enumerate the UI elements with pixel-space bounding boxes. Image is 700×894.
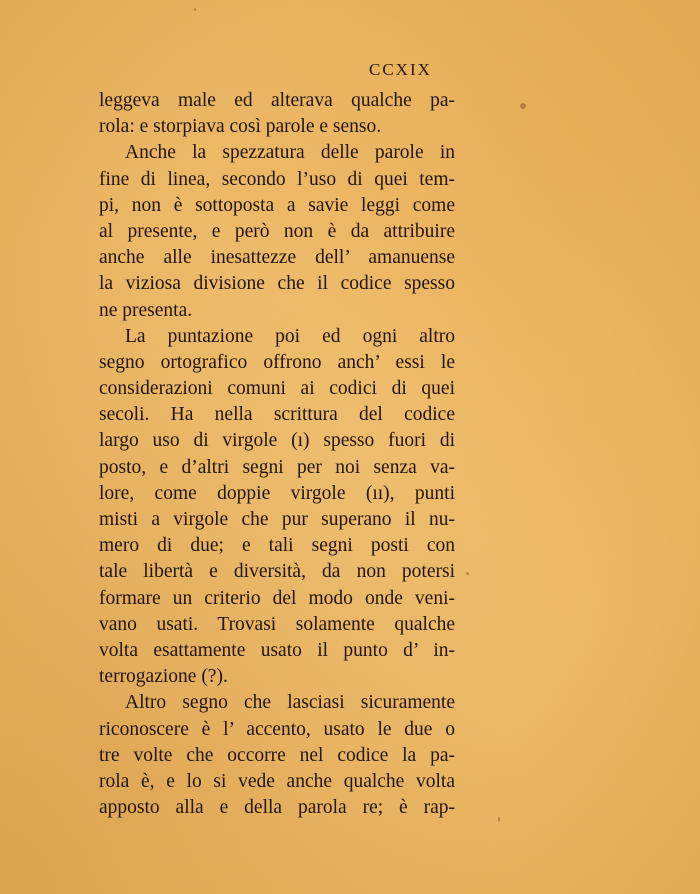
paper-stain [194,8,196,11]
paper-stain [520,103,526,109]
text-line: Altro segno che lasciasi sicuramente [125,692,455,714]
text-line: tre volte che occorre nel codice la pa- [99,744,455,766]
text-line: formare un criterio del modo onde veni- [99,587,455,609]
text-line: terrogazione (?). [99,666,228,688]
paper-stain [466,572,469,575]
text-line: Anche la spezzatura delle parole in [125,142,455,164]
text-line: posto, e d’altri segni per noi senza va- [99,456,455,478]
text-line: al presente, e però non è da attribuire [99,220,455,242]
text-line: tale libertà e diversità, da non potersi [99,561,455,583]
body-text [99,88,455,821]
text-line: la viziosa divisione che il codice spesso [99,273,455,295]
text-line: pi, non è sottoposta a savie leggi come [99,194,455,216]
text-line: volta esattamente usato il punto d’ in- [99,639,455,661]
text-line: apposto alla e della parola re; è rap- [99,797,455,819]
text-line: secoli. Ha nella scrittura del codice [99,404,455,426]
text-line: rola è, e lo si vede anche qualche volta [99,770,455,792]
paper-stain [498,817,500,822]
text-line: La puntazione poi ed ogni altro [125,325,455,347]
text-line: riconoscere è l’ accento, usato le due o [99,718,455,740]
page-number: CCXIX [369,60,432,79]
text-line: leggeva male ed alterava qualche pa- [99,90,455,111]
text-line: ne presenta. [99,299,193,321]
text-line: rola: e storpiava così parole e senso. [99,116,382,138]
text-line: fine di linea, secondo l’uso di quei tem- [99,168,455,190]
text-line: misti a virgole che pur superano il nu- [99,509,455,530]
text-line: anche alle inesattezze dell’ amanuense [99,247,455,269]
text-line: lore, come doppie virgole (ıı), punti [99,482,455,504]
text-line: mero di due; e tali segni posti con [99,535,455,557]
text-line: largo uso di virgole (ı) spesso fuori di [99,430,455,452]
text-line: considerazioni comuni ai codici di quei [99,378,455,400]
text-line: vano usati. Trovasi solamente qualche [99,613,455,635]
text-line: segno ortografico offrono anch’ essi le [99,351,455,373]
